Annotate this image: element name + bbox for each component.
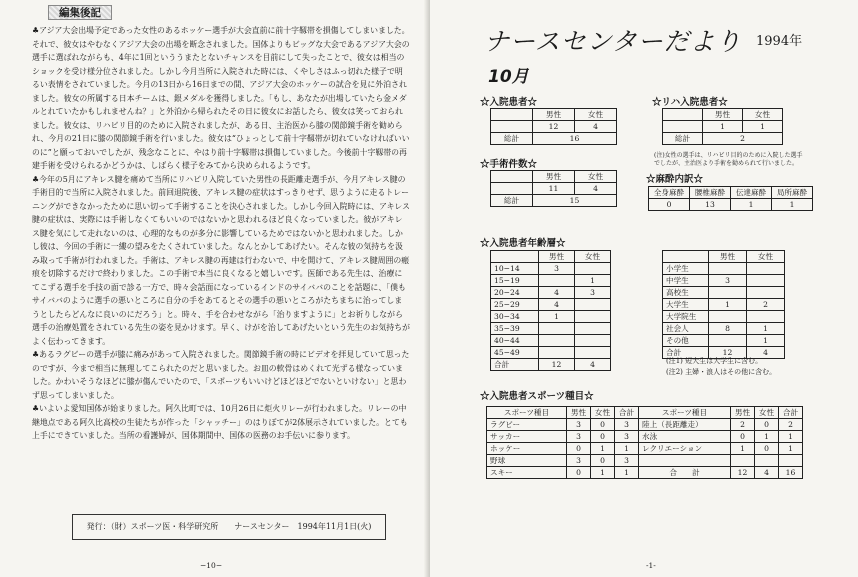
age-table [490, 250, 611, 371]
table-cell: 中学生 [663, 275, 709, 287]
table-cell: 4 [539, 287, 575, 299]
table-cell: 0 [731, 431, 755, 443]
table-cell [731, 455, 755, 467]
table-cell [709, 287, 747, 299]
anesthesia-table [648, 186, 813, 211]
table-cell: 10−14 [491, 263, 539, 275]
table-cell: レクリエーション [639, 443, 731, 455]
table-cell: 野球 [487, 455, 567, 467]
table-cell: 2 [731, 419, 755, 431]
inpatients-heading: ☆入院患者☆ [480, 97, 538, 108]
table-cell [755, 455, 779, 467]
table-cell: 4 [575, 121, 617, 133]
table-cell: 3 [709, 275, 747, 287]
table-cell: 合計 [615, 407, 639, 419]
table-cell: 11 [533, 183, 575, 195]
table-cell [491, 171, 533, 183]
table-cell: 合計 [491, 359, 539, 371]
table-cell: ラグビー [487, 419, 567, 431]
table-cell: サッカー [487, 431, 567, 443]
table-cell [575, 263, 611, 275]
editors-note-body [32, 24, 410, 443]
occupation-note-1: (注1) 短大生は大学生に含む。 [666, 357, 763, 365]
table-cell: 腰椎麻酔 [690, 187, 731, 199]
table-cell: 総計 [663, 133, 703, 145]
table-cell: 4 [575, 359, 611, 371]
table-cell: 高校生 [663, 287, 709, 299]
table-cell: 1 [743, 121, 783, 133]
publisher-footer: 発行：（財）スポーツ医・科学研究所 ナースセンター 1994年11月1日(火) [72, 514, 386, 540]
editors-note-title-text: 編集後記 [59, 7, 101, 19]
table-cell: 15 [533, 195, 617, 207]
table-cell: 30−34 [491, 311, 539, 323]
right-page [430, 0, 858, 577]
table-cell: 0 [755, 419, 779, 431]
table-cell [747, 275, 785, 287]
table-cell: 1 [703, 121, 743, 133]
table-cell: 12 [731, 467, 755, 479]
table-cell: 男性 [567, 407, 591, 419]
table-cell: スポーツ種目 [487, 407, 567, 419]
table-cell: 合 計 [639, 467, 731, 479]
table-cell [575, 311, 611, 323]
table-cell: 女性 [591, 407, 615, 419]
table-cell: 大学院生 [663, 311, 709, 323]
table-cell: 総計 [491, 195, 533, 207]
table-cell: ホッケー [487, 443, 567, 455]
table-cell: 陸上（長距離走） [639, 419, 731, 431]
table-cell: 1 [591, 443, 615, 455]
editors-note-paragraph: ♣アジア大会出場予定であった女性のあるホッケー選手が大会直前に前十字靱帯を損傷してしまいました。それで、彼女はやむなくアジア大会の出場を断念されました。国体よりもビッグな大会であるアジア大会の選手に選ばれながらも、4年に1回といううまたとないチャンスを目前にして失ったことで、彼女は相当のショックを受け様分位されました。しかし今月当所に入院された時には、くやしさはふっ切れた様子で明るい表情をされていました。今月の13日から16日までの間、アジア大会のホッケーの試合を見に外泊されました。彼女の所属する日本チームは、銀メダルを獲得しました。「もし、あなたが出場していたら金メダルとれていたかもしれませんね？」と外泊から帰られたその日に彼女にお話したら、彼女は笑っておられました。彼女は、リハビリ目的のために入院されましたが、ある日、主治医から膝の関節鏡手術を勧められ、今月の21日に膝の関節鏡手術を行いました。彼女は“ひょっとして前十字靱帯が切れていなければいいのに”と願っておいでしたが、残念なことに、やはり前十字靱帯は損傷していました。今後前十字靱帯の再建手術を受けられるかどうかは、しばらく様子をみてから決められるようです。 [32, 26, 410, 170]
table-cell [639, 455, 731, 467]
table-cell: 1 [747, 335, 785, 347]
table-cell: 0 [591, 455, 615, 467]
table-cell [747, 311, 785, 323]
table-cell [539, 323, 575, 335]
table-cell: 社会人 [663, 323, 709, 335]
table-cell: 0 [591, 419, 615, 431]
table-cell: 3 [567, 455, 591, 467]
table-cell: 0 [649, 199, 690, 211]
sports-table [486, 406, 803, 479]
table-cell: 女性 [575, 109, 617, 121]
table-cell: 0 [567, 443, 591, 455]
table-cell [709, 335, 747, 347]
table-cell: 3 [615, 419, 639, 431]
table-cell: 1 [747, 323, 785, 335]
table-cell: 13 [690, 199, 731, 211]
editors-note-paragraph: ♣いよいよ愛知国体が始まりました。阿久比町では、10月26日に炬火リレーが行われました。リレーの中継地点である阿久比高校の生徒たちが作った「シャッチー」のはりぼてが2体展示されていました。とても上手にできていました。当所の看護婦が、国体期間中、国体の医務のお手伝いに参ります。 [32, 404, 408, 440]
table-cell: 男性 [533, 109, 575, 121]
table-cell [663, 251, 709, 263]
table-cell: 3 [615, 455, 639, 467]
table-cell: 女性 [755, 407, 779, 419]
table-cell: 局所麻酔 [772, 187, 813, 199]
table-cell: 伝達麻酔 [731, 187, 772, 199]
table-cell: 小学生 [663, 263, 709, 275]
table-cell: 1 [709, 299, 747, 311]
table-cell: スキー [487, 467, 567, 479]
table-cell: 3 [539, 263, 575, 275]
occupation-note-2: (注2) 主婦・浪人はその他に含む。 [666, 368, 777, 376]
table-cell: 4 [747, 347, 785, 359]
table-cell: 1 [575, 275, 611, 287]
newsletter-title: ナースセンターだより [484, 27, 742, 56]
table-cell: 4 [539, 299, 575, 311]
table-cell: 3 [575, 287, 611, 299]
table-cell: 1 [779, 431, 803, 443]
table-cell: 3 [567, 419, 591, 431]
table-cell: 1 [615, 467, 639, 479]
table-cell: 女性 [747, 251, 785, 263]
table-cell: 2 [747, 299, 785, 311]
table-cell [779, 455, 803, 467]
editors-note-paragraph: ♣今年の5月にアキレス腱を痛めて当所にリハビリ入院していた男性の長距離走選手が、今月アキレス腱の手術目的で当所に入院されました。前回退院後、アキレス腱の症状はすっきりせず、思うように走るトレーニングができなかったために思い切って手術することを決心されました。しかし今回入院時には、アキレス腱の症状は、実際には手術しなくてもいいのではないかと思われるほど良くなっていました。彼がアキレス腱を気にして走れないのは、心理的なものが多分に影響しているためではないかと思われました。しかし彼は、今回の手術に一縷の望みをたくされていました。なんとかしてあげたい。そんな彼の気持ちを汲み取って手術が行われました。手術は、アキレス腱の再建は行わないで、中を開けて、アキレス腱周囲の瘢痕を切除するだけで終わりました。この手術で本当に良くなると嬉しいです。医師である先生は、治療にてこずる選手を手技の面で診る一方で、時々会話面になっているインドのサイババのことを話題に、「僕もサイババのように選手の悪いところに自分の手をあてるとその選手の悪いところがたちまちに治ってしまうとしたらどんなに良いのにだろう」と。時々、手を合わせながら「治りますように」とお祈りしながら選手の治療処置をされている先生の姿を見かけます。早く、けがを治してあげたいという先生のお気持ちがよく伝わってきます。 [32, 174, 410, 346]
table-cell [747, 287, 785, 299]
table-cell: 1 [755, 431, 779, 443]
table-cell [539, 335, 575, 347]
anesthesia-heading: ☆麻酔内訳☆ [646, 174, 704, 185]
table-cell: 35−39 [491, 323, 539, 335]
table-cell [539, 347, 575, 359]
editors-note-paragraph: ♣あるラグビーの選手が膝に痛みがあって入院されました。関節鏡手術の時にビデオを拝見していて思ったのですが、今まで相当に無理してこられたのだと思いました。お皿の軟骨はめくれて光ずる様なっていました。かわいそうなほどに膝が傷んでいたので、「スポーツもいいけどほどほどでないといけない」と思わず思ってしまいました。 [32, 350, 410, 400]
table-cell: 16 [533, 133, 617, 145]
table-cell: 男性 [731, 407, 755, 419]
rehab-note: (注)女性の選手は、リハビリ目的のために入院した選手でしたが、主治医より手術を勧められて行いました。 [654, 152, 803, 167]
table-cell [539, 275, 575, 287]
table-cell: 合計 [779, 407, 803, 419]
table-cell [491, 109, 533, 121]
occupation-table [662, 250, 785, 359]
table-cell [575, 299, 611, 311]
table-cell [709, 311, 747, 323]
table-cell: 男性 [709, 251, 747, 263]
table-cell: 2 [779, 419, 803, 431]
table-cell: 2 [703, 133, 783, 145]
table-cell: 4 [575, 183, 617, 195]
table-cell: 12 [533, 121, 575, 133]
table-cell: 大学生 [663, 299, 709, 311]
table-cell: 8 [709, 323, 747, 335]
table-cell [709, 263, 747, 275]
table-cell: 0 [567, 467, 591, 479]
newsletter-year: 1994年 [756, 34, 803, 49]
table-cell: 45−49 [491, 347, 539, 359]
inpatients-table [490, 108, 617, 145]
sports-heading: ☆入院患者スポーツ種目☆ [480, 391, 594, 402]
newsletter-month: 10月 [488, 67, 529, 87]
table-cell: 1 [591, 467, 615, 479]
table-cell: 1 [772, 199, 813, 211]
table-cell: 0 [755, 443, 779, 455]
table-cell: 1 [731, 443, 755, 455]
table-cell: 総計 [491, 133, 533, 145]
table-cell: 合計 [663, 347, 709, 359]
table-cell: 12 [539, 359, 575, 371]
table-cell: 女性 [743, 109, 783, 121]
table-cell: 1 [731, 199, 772, 211]
table-cell [663, 121, 703, 133]
table-cell: その他 [663, 335, 709, 347]
rehab-heading: ☆リハ入院患者☆ [652, 97, 728, 108]
table-cell: 40−44 [491, 335, 539, 347]
table-cell: 女性 [575, 251, 611, 263]
table-cell: 0 [591, 431, 615, 443]
table-cell: 男性 [533, 171, 575, 183]
table-cell: スポーツ種目 [639, 407, 731, 419]
page-number-right: -1- [646, 561, 656, 570]
table-cell [491, 121, 533, 133]
table-cell: 女性 [575, 171, 617, 183]
table-cell [575, 335, 611, 347]
table-cell: 20−24 [491, 287, 539, 299]
surgery-table [490, 170, 617, 207]
table-cell [491, 251, 539, 263]
table-cell [663, 109, 703, 121]
table-cell: 1 [779, 443, 803, 455]
table-cell: 4 [755, 467, 779, 479]
table-cell: 1 [539, 311, 575, 323]
table-cell: 25−29 [491, 299, 539, 311]
table-cell: 全身麻酔 [649, 187, 690, 199]
table-cell: 1 [615, 443, 639, 455]
table-cell [575, 347, 611, 359]
age-heading: ☆入院患者年齢層☆ [480, 238, 566, 249]
surgery-heading: ☆手術件数☆ [480, 159, 538, 170]
table-cell [747, 263, 785, 275]
table-cell: 水泳 [639, 431, 731, 443]
table-cell: 男性 [539, 251, 575, 263]
table-cell: 3 [615, 431, 639, 443]
table-cell [575, 323, 611, 335]
page-number-left: −10− [200, 561, 223, 570]
editors-note-title [48, 5, 112, 20]
table-cell: 16 [779, 467, 803, 479]
table-cell: 3 [567, 431, 591, 443]
table-cell [491, 183, 533, 195]
table-cell: 15−19 [491, 275, 539, 287]
table-cell: 男性 [703, 109, 743, 121]
table-cell: 12 [709, 347, 747, 359]
rehab-table [662, 108, 783, 145]
